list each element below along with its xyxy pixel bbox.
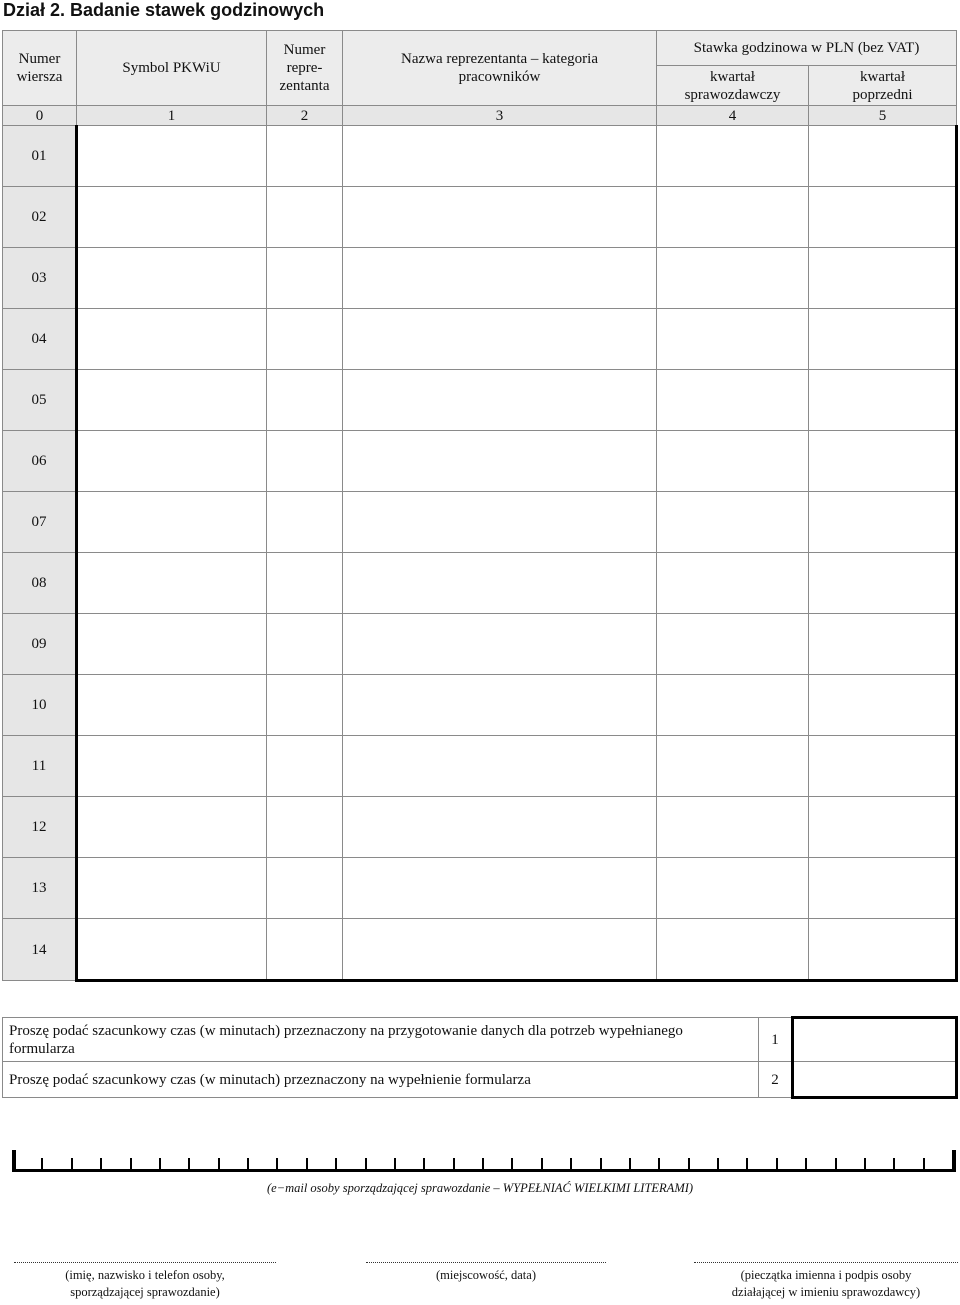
row-number: 07 — [3, 492, 77, 553]
representative-number-cell[interactable] — [267, 736, 343, 797]
email-comb-tick — [394, 1158, 396, 1172]
previous-quarter-rate-cell[interactable] — [809, 736, 957, 797]
row-number: 08 — [3, 553, 77, 614]
signature-caption-line2: sporządzającej sprawozdanie) — [70, 1285, 220, 1299]
row-number: 14 — [3, 919, 77, 981]
column-number: 4 — [657, 106, 809, 126]
representative-name-cell[interactable] — [343, 431, 657, 492]
pkwiu-symbol-cell[interactable] — [77, 370, 267, 431]
reporting-quarter-rate-cell[interactable] — [657, 675, 809, 736]
representative-name-cell[interactable] — [343, 492, 657, 553]
email-comb-tick — [100, 1158, 102, 1172]
previous-quarter-rate-cell[interactable] — [809, 858, 957, 919]
table-row — [3, 187, 957, 248]
email-comb-tick — [835, 1158, 837, 1172]
reporting-quarter-rate-cell[interactable] — [657, 126, 809, 187]
representative-name-cell[interactable] — [343, 126, 657, 187]
row-number: 06 — [3, 431, 77, 492]
representative-number-cell[interactable] — [267, 614, 343, 675]
reporting-quarter-rate-cell[interactable] — [657, 736, 809, 797]
email-comb-tick — [41, 1158, 43, 1172]
reporting-quarter-rate-cell[interactable] — [657, 370, 809, 431]
pkwiu-symbol-cell[interactable] — [77, 431, 267, 492]
representative-name-cell[interactable] — [343, 187, 657, 248]
row-number: 05 — [3, 370, 77, 431]
pkwiu-symbol-cell[interactable] — [77, 858, 267, 919]
email-comb-tick — [600, 1158, 602, 1172]
email-comb-tick — [276, 1158, 278, 1172]
reporting-quarter-rate-cell[interactable] — [657, 431, 809, 492]
previous-quarter-rate-cell[interactable] — [809, 370, 957, 431]
signature-field-place-date — [366, 1262, 606, 1284]
representative-name-cell[interactable] — [343, 309, 657, 370]
previous-quarter-rate-cell[interactable] — [809, 187, 957, 248]
signature-field-stamp — [694, 1262, 958, 1301]
header-representative-name-text: Nazwa reprezentanta – kategoria pracowników — [401, 51, 598, 85]
representative-number-cell[interactable] — [267, 248, 343, 309]
pkwiu-symbol-cell[interactable] — [77, 126, 267, 187]
pkwiu-symbol-cell[interactable] — [77, 675, 267, 736]
pkwiu-symbol-cell[interactable] — [77, 736, 267, 797]
representative-number-cell[interactable] — [267, 919, 343, 981]
representative-name-cell[interactable] — [343, 675, 657, 736]
representative-number-cell[interactable] — [267, 126, 343, 187]
email-comb-tick — [218, 1158, 220, 1172]
representative-number-cell[interactable] — [267, 797, 343, 858]
column-number-row — [3, 106, 957, 126]
column-number: 5 — [809, 106, 957, 126]
row-number: 04 — [3, 309, 77, 370]
signature-caption-line1: (miejscowość, data) — [436, 1268, 536, 1282]
row-number: 13 — [3, 858, 77, 919]
representative-number-cell[interactable] — [267, 858, 343, 919]
signature-caption-line1: (imię, nazwisko i telefon osoby, — [65, 1268, 225, 1282]
representative-name-cell[interactable] — [343, 248, 657, 309]
header-pkwiu-symbol: Symbol PKWiU — [77, 31, 267, 106]
reporting-quarter-rate-cell[interactable] — [657, 919, 809, 981]
email-comb-tick — [570, 1158, 572, 1172]
table-row — [3, 797, 957, 858]
time-estimate-table — [2, 1016, 958, 1099]
time-question-text: Proszę podać szacunkowy czas (w minutach) przeznaczony na przygotowanie danych dla potrzeb wypełnianego formularza — [3, 1018, 759, 1062]
previous-quarter-rate-cell[interactable] — [809, 431, 957, 492]
email-comb-tick — [688, 1158, 690, 1172]
reporting-quarter-rate-cell[interactable] — [657, 553, 809, 614]
email-comb-tick — [130, 1158, 132, 1172]
representative-name-cell[interactable] — [343, 553, 657, 614]
email-comb-tick — [71, 1158, 73, 1172]
pkwiu-symbol-cell[interactable] — [77, 309, 267, 370]
email-comb-tick — [482, 1158, 484, 1172]
reporting-quarter-rate-cell[interactable] — [657, 187, 809, 248]
email-input-comb[interactable] — [12, 1150, 956, 1172]
previous-quarter-rate-cell[interactable] — [809, 126, 957, 187]
pkwiu-symbol-cell[interactable] — [77, 919, 267, 981]
signature-field-preparer — [14, 1262, 276, 1301]
time-question-row — [3, 1018, 957, 1062]
signature-line[interactable] — [366, 1262, 606, 1263]
previous-quarter-rate-cell[interactable] — [809, 248, 957, 309]
reporting-quarter-rate-cell[interactable] — [657, 797, 809, 858]
pkwiu-symbol-cell[interactable] — [77, 492, 267, 553]
section-title: Dział 2. Badanie stawek godzinowych — [3, 0, 325, 20]
representative-number-cell[interactable] — [267, 675, 343, 736]
table-row — [3, 614, 957, 675]
signature-line[interactable] — [694, 1262, 958, 1263]
previous-quarter-rate-cell[interactable] — [809, 797, 957, 858]
email-comb-tick — [12, 1150, 16, 1172]
email-comb-tick — [658, 1158, 660, 1172]
previous-quarter-rate-cell[interactable] — [809, 614, 957, 675]
table-row — [3, 370, 957, 431]
time-answer-field[interactable] — [793, 1062, 957, 1098]
table-row — [3, 736, 957, 797]
header-previous-quarter — [809, 66, 957, 106]
header-representative-number-line1: Numer — [283, 42, 326, 58]
reporting-quarter-rate-cell[interactable] — [657, 492, 809, 553]
header-representative-name — [343, 31, 657, 106]
representative-name-cell[interactable] — [343, 858, 657, 919]
representative-name-cell[interactable] — [343, 797, 657, 858]
time-question-row — [3, 1062, 957, 1098]
reporting-quarter-rate-cell[interactable] — [657, 614, 809, 675]
row-number: 02 — [3, 187, 77, 248]
email-comb-tick — [776, 1158, 778, 1172]
email-comb-tick — [511, 1158, 513, 1172]
representative-number-cell[interactable] — [267, 309, 343, 370]
email-comb-tick — [335, 1158, 337, 1172]
email-comb-tick — [159, 1158, 161, 1172]
signature-caption-line1: (pieczątka imienna i podpis osoby — [740, 1268, 912, 1282]
row-number: 01 — [3, 126, 77, 187]
email-comb-tick — [423, 1158, 425, 1172]
time-question-number: 2 — [759, 1062, 793, 1098]
email-comb-tick — [453, 1158, 455, 1172]
email-comb-tick — [864, 1158, 866, 1172]
pkwiu-symbol-cell[interactable] — [77, 797, 267, 858]
previous-quarter-rate-cell[interactable] — [809, 919, 957, 981]
signature-caption-line2: działającej w imieniu sprawozdawcy) — [731, 1285, 921, 1299]
representative-number-cell[interactable] — [267, 370, 343, 431]
header-hourly-rate-group: Stawka godzinowa w PLN (bez VAT) — [657, 31, 957, 66]
row-number: 03 — [3, 248, 77, 309]
header-row-number: Numer wiersza — [3, 31, 77, 106]
pkwiu-symbol-cell[interactable] — [77, 553, 267, 614]
previous-quarter-rate-cell[interactable] — [809, 675, 957, 736]
time-answer-field[interactable] — [793, 1018, 957, 1062]
table-row — [3, 553, 957, 614]
email-comb-tick — [923, 1158, 925, 1172]
email-comb-tick — [893, 1158, 895, 1172]
reporting-quarter-rate-cell[interactable] — [657, 858, 809, 919]
previous-quarter-rate-cell[interactable] — [809, 553, 957, 614]
hourly-rates-table — [2, 30, 958, 982]
representative-number-cell[interactable] — [267, 553, 343, 614]
column-number: 3 — [343, 106, 657, 126]
email-comb-tick — [717, 1158, 719, 1172]
column-number: 0 — [3, 106, 77, 126]
header-representative-number-line2: repre- — [286, 60, 323, 76]
table-row — [3, 126, 957, 187]
email-comb-tick — [541, 1158, 543, 1172]
email-comb-baseline — [12, 1169, 956, 1172]
representative-name-cell[interactable] — [343, 736, 657, 797]
table-row — [3, 492, 957, 553]
representative-name-cell[interactable] — [343, 370, 657, 431]
reporting-quarter-rate-cell[interactable] — [657, 309, 809, 370]
table-row — [3, 248, 957, 309]
pkwiu-symbol-cell[interactable] — [77, 248, 267, 309]
previous-quarter-rate-cell[interactable] — [809, 309, 957, 370]
table-row — [3, 675, 957, 736]
email-comb-tick — [188, 1158, 190, 1172]
reporting-quarter-rate-cell[interactable] — [657, 248, 809, 309]
representative-name-cell[interactable] — [343, 919, 657, 981]
pkwiu-symbol-cell[interactable] — [77, 187, 267, 248]
header-representative-number — [267, 31, 343, 106]
representative-number-cell[interactable] — [267, 492, 343, 553]
header-reporting-quarter — [657, 66, 809, 106]
representative-number-cell[interactable] — [267, 431, 343, 492]
representative-name-cell[interactable] — [343, 614, 657, 675]
header-reporting-quarter-text: kwartał sprawozdawczy — [684, 68, 781, 103]
row-number: 09 — [3, 614, 77, 675]
table-row — [3, 858, 957, 919]
table-row — [3, 431, 957, 492]
header-previous-quarter-text: kwartał poprzedni — [852, 68, 913, 103]
email-comb-tick — [629, 1158, 631, 1172]
row-number: 12 — [3, 797, 77, 858]
email-comb-tick — [247, 1158, 249, 1172]
row-number: 10 — [3, 675, 77, 736]
email-comb-tick — [805, 1158, 807, 1172]
time-question-text: Proszę podać szacunkowy czas (w minutach) przeznaczony na wypełnienie formularza — [3, 1062, 759, 1098]
signature-line[interactable] — [14, 1262, 276, 1263]
header-representative-number-line3: zentanta — [279, 78, 330, 94]
email-comb-tick — [365, 1158, 367, 1172]
representative-number-cell[interactable] — [267, 187, 343, 248]
pkwiu-symbol-cell[interactable] — [77, 614, 267, 675]
column-number: 1 — [77, 106, 267, 126]
table-row — [3, 309, 957, 370]
table-row — [3, 919, 957, 981]
row-number: 11 — [3, 736, 77, 797]
email-caption: (e−mail osoby sporządzającej sprawozdanie – WYPEŁNIAĆ WIELKIMI LITERAMI) — [266, 1181, 694, 1195]
column-number: 2 — [267, 106, 343, 126]
email-comb-tick — [952, 1150, 956, 1172]
email-comb-tick — [746, 1158, 748, 1172]
time-question-number: 1 — [759, 1018, 793, 1062]
previous-quarter-rate-cell[interactable] — [809, 492, 957, 553]
email-comb-tick — [306, 1158, 308, 1172]
